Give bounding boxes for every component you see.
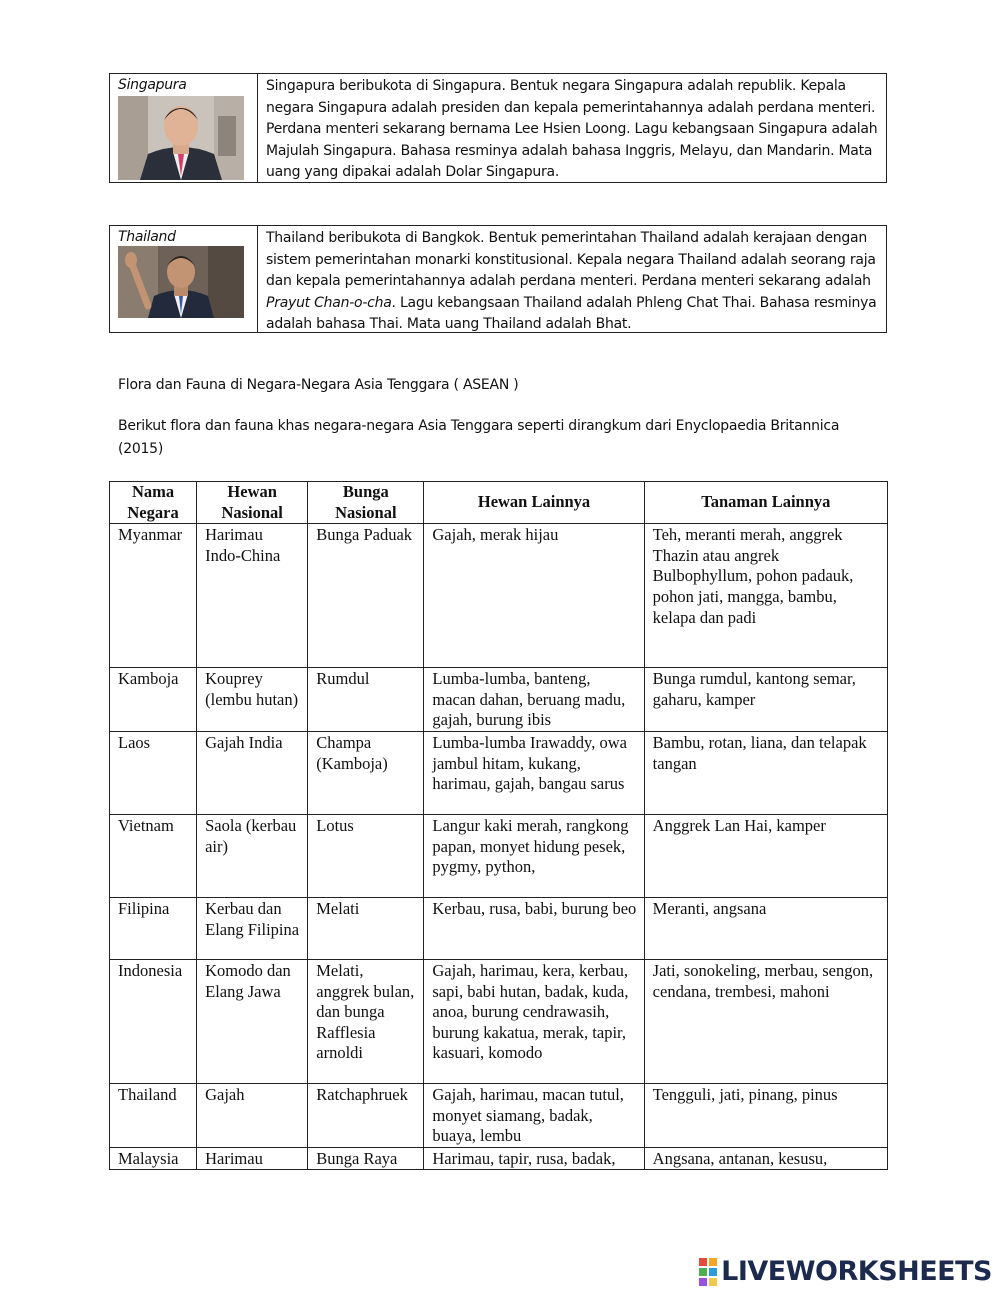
logo-text: LIVEWORKSHEETS xyxy=(721,1256,992,1287)
table-row xyxy=(110,668,888,732)
cell-country: Myanmar xyxy=(110,524,197,668)
cell-national-flower: Bunga Raya xyxy=(308,1147,424,1170)
singapura-description: Singapura beribukota di Singapura. Bentuk negara Singapura adalah republik. Kepala negara Singapura adalah presiden dan kepala pemerintahannya adalah perdana menteri. Perdana menteri sekarang bernama Lee Hsien Loong. Lagu kebangsaan Singapura adalah Majulah Singapura. Bahasa resminya adalah bahasa Inggris, Melayu, dan Mandarin. Mata uang yang dipakai adalah Dolar Singapura. xyxy=(266,78,878,181)
logo-blocks-icon xyxy=(699,1258,717,1286)
singapura-label-cell xyxy=(110,74,258,182)
cell-other-plants: Bambu, rotan, liana, dan telapak tangan xyxy=(644,731,887,814)
cell-national-flower: Champa (Kamboja) xyxy=(308,731,424,814)
cell-national-animal: Gajah xyxy=(197,1083,308,1147)
table-row xyxy=(110,731,888,814)
cell-national-animal: Saola (kerbau air) xyxy=(197,814,308,897)
header-hewan-nasional: Hewan Nasional xyxy=(197,482,308,524)
cell-other-animals: Kerbau, rusa, babi, burung beo xyxy=(424,897,644,959)
cell-other-animals: Langur kaki merah, rangkong papan, monyet hidung pesek, pygmy, python, xyxy=(424,814,644,897)
singapura-leader-photo xyxy=(118,96,244,180)
thailand-name: Thailand xyxy=(118,229,176,245)
header-bunga-nasional: Bunga Nasional xyxy=(308,482,424,524)
cell-other-animals: Gajah, merak hijau xyxy=(424,524,644,668)
cell-country: Vietnam xyxy=(110,814,197,897)
cell-national-animal: Harimau Indo-China xyxy=(197,524,308,668)
thailand-info-box xyxy=(109,225,887,333)
cell-national-flower: Melati, anggrek bulan, dan bunga Rafflesia arnoldi xyxy=(308,959,424,1083)
cell-other-animals: Lumba-lumba Irawaddy, owa jambul hitam, kukang, harimau, gajah, bangau sarus xyxy=(424,731,644,814)
cell-other-animals: Harimau, tapir, rusa, badak, xyxy=(424,1147,644,1170)
cell-national-flower: Ratchaphruek xyxy=(308,1083,424,1147)
table-row xyxy=(110,814,888,897)
cell-national-flower: Rumdul xyxy=(308,668,424,732)
cell-other-plants: Meranti, angsana xyxy=(644,897,887,959)
thailand-description xyxy=(258,226,886,332)
table-row xyxy=(110,897,888,959)
cell-other-plants: Bunga rumdul, kantong semar, gaharu, kamper xyxy=(644,668,887,732)
cell-country: Kamboja xyxy=(110,668,197,732)
flora-fauna-table xyxy=(109,481,888,1170)
table-row xyxy=(110,1083,888,1147)
liveworksheets-logo xyxy=(699,1256,992,1287)
cell-national-animal: Komodo dan Elang Jawa xyxy=(197,959,308,1083)
thailand-label-cell xyxy=(110,226,258,332)
cell-country: Thailand xyxy=(110,1083,197,1147)
intro-paragraph: Berikut flora dan fauna khas negara-negara Asia Tenggara seperti dirangkum dari Enyclopaedia Britannica (2015) xyxy=(118,418,840,457)
header-nama-negara: Nama Negara xyxy=(110,482,197,524)
cell-country: Indonesia xyxy=(110,959,197,1083)
section-heading: Flora dan Fauna di Negara-Negara Asia Tenggara ( ASEAN ) xyxy=(118,377,519,393)
thailand-pm-name: Prayut Chan-o-cha xyxy=(266,294,392,311)
cell-country: Filipina xyxy=(110,897,197,959)
table-row xyxy=(110,959,888,1083)
cell-other-animals: Gajah, harimau, macan tutul, monyet siamang, badak, buaya, lembu xyxy=(424,1083,644,1147)
thailand-leader-photo xyxy=(118,246,244,318)
cell-national-flower: Melati xyxy=(308,897,424,959)
header-hewan-lainnya: Hewan Lainnya xyxy=(424,482,644,524)
singapura-info-box xyxy=(109,73,887,183)
cell-other-plants: Jati, sonokeling, merbau, sengon, cendana, trembesi, mahoni xyxy=(644,959,887,1083)
cell-country: Malaysia xyxy=(110,1147,197,1170)
cell-national-animal: Kouprey (lembu hutan) xyxy=(197,668,308,732)
cell-other-plants: Tengguli, jati, pinang, pinus xyxy=(644,1083,887,1147)
singapura-name: Singapura xyxy=(118,77,187,93)
cell-other-animals: Gajah, harimau, kera, kerbau, sapi, babi hutan, badak, kuda, anoa, burung cendrawasih, burung kakatua, merak, tapir, kasuari, komodo xyxy=(424,959,644,1083)
cell-other-plants: Teh, meranti merah, anggrek Thazin atau angrek Bulbophyllum, pohon padauk, pohon jati, mangga, bambu, kelapa dan padi xyxy=(644,524,887,668)
table-header-row xyxy=(110,482,888,524)
cell-other-plants: Anggrek Lan Hai, kamper xyxy=(644,814,887,897)
cell-other-animals: Lumba-lumba, banteng, macan dahan, beruang madu, gajah, burung ibis xyxy=(424,668,644,732)
cell-national-animal: Harimau xyxy=(197,1147,308,1170)
cell-national-animal: Kerbau dan Elang Filipina xyxy=(197,897,308,959)
cell-national-animal: Gajah India xyxy=(197,731,308,814)
cell-national-flower: Bunga Paduak xyxy=(308,524,424,668)
thailand-desc-after: . Lagu kebangsaan Thailand adalah Phleng Chat Thai. Bahasa resminya adalah bahasa Thai. Mata uang Thailand adalah Bhat. xyxy=(266,294,877,333)
table-row xyxy=(110,1147,888,1170)
header-tanaman-lainnya: Tanaman Lainnya xyxy=(644,482,887,524)
cell-country: Laos xyxy=(110,731,197,814)
cell-national-flower: Lotus xyxy=(308,814,424,897)
thailand-desc-before: Thailand beribukota di Bangkok. Bentuk pemerintahan Thailand adalah kerajaan dengan sistem pemerintahan monarki konstitusional. Kepala negara Thailand adalah seorang raja dan kepala pemerintahannya adalah perdana menteri. Perdana menteri sekarang adalah xyxy=(266,230,876,290)
cell-other-plants: Angsana, antanan, kesusu, xyxy=(644,1147,887,1170)
table-row xyxy=(110,524,888,668)
